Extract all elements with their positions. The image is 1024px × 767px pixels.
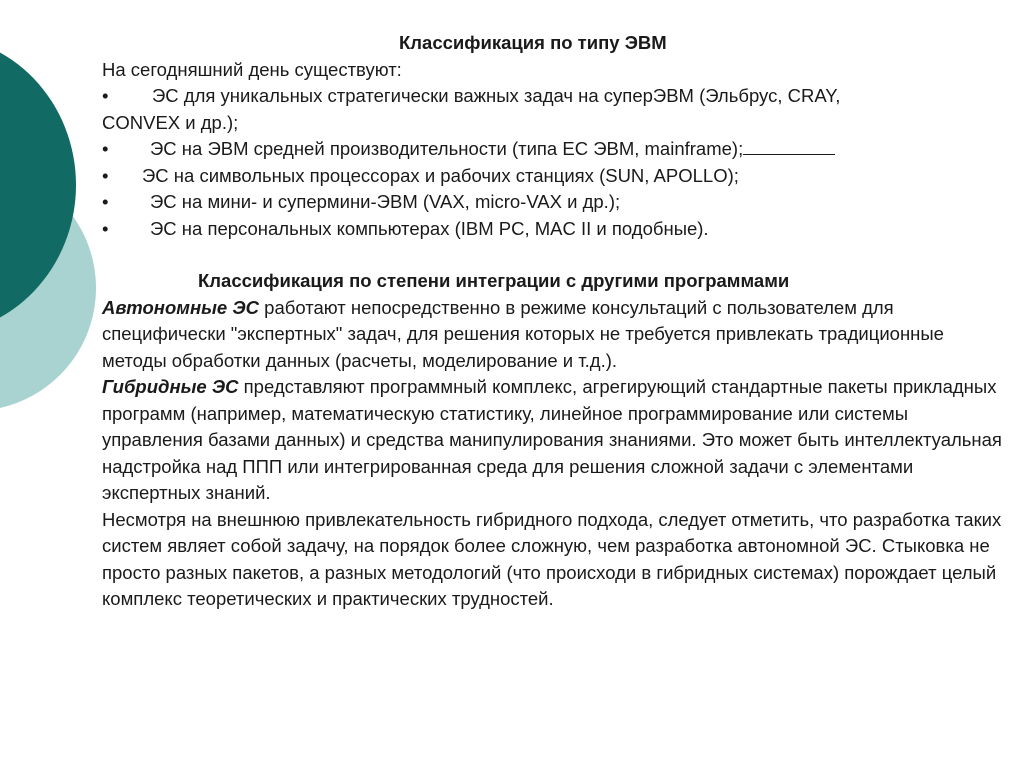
list-item-text: ЭС на персональных компьютерах (IBM PC, MAC II и подобные).: [150, 217, 709, 239]
list-item: [102, 83, 1012, 110]
bullet-icon: •: [102, 217, 109, 239]
section-intro: На сегодняшний день существуют:: [102, 58, 402, 80]
list-item-continuation: CONVEX и др.);: [102, 111, 239, 133]
list-item: [102, 136, 1012, 163]
bullet-icon: •: [102, 138, 109, 159]
hybrid-paragraph: [102, 374, 1012, 507]
bullet-icon: •: [102, 191, 109, 212]
list-item: [102, 216, 1012, 243]
evm-type-list: [102, 83, 1012, 242]
bullet-icon: •: [102, 164, 109, 186]
section-title-integration: Классификация по степени интеграции с другими программами: [198, 270, 790, 291]
autonomous-term: Автономные ЭС: [102, 296, 260, 318]
hybrid-text: представляют программный комплекс, агрегирующий стандартные пакеты прикладных программ (например, математическую статистику, линейное программирование или системы управления базами данных) и средства манипулирования знаниями. Это может быть интеллектуальная надстройка над ППП или интегрированная среда для решения сложной задачи с элементами экспертных знаний.: [102, 376, 1002, 503]
conclusion-paragraph: Несмотря на внешнюю привлекательность гибридного подхода, следует отметить, что разработка таких систем являет собой задачу, на порядок более сложную, чем разработка автономной ЭС. Стыковка не просто разных пакетов, а разных методологий (что происходи в гибридных системах) порождает целый комплекс теоретических и практических трудностей.: [102, 508, 1002, 609]
hybrid-term: Гибридные ЭС: [102, 376, 239, 397]
list-item: [102, 163, 1012, 190]
list-item-text: ЭС для уникальных стратегически важных задач на суперЭВМ (Эльбрус, CRAY,: [152, 85, 841, 106]
list-item-text: ЭС на мини- и супермини-ЭВМ (VAX, micro-VAX и др.);: [150, 191, 621, 212]
list-item-text: ЭС на символьных процессорах и рабочих станциях (SUN, APOLLO);: [142, 164, 739, 186]
bullet-icon: •: [102, 85, 109, 106]
section-title-evm-type: Классификация по типу ЭВМ: [399, 32, 667, 53]
slide-content: [102, 30, 1012, 613]
underline-rule: [743, 136, 835, 155]
section-spacer: [102, 242, 1012, 268]
list-item-text: ЭС на ЭВМ средней производительности (типа ЕС ЭВМ, mainframe);: [150, 138, 744, 159]
autonomous-paragraph: [102, 295, 1012, 375]
list-item: [102, 189, 1012, 216]
autonomous-text: работают непосредственно в режиме консультаций с пользователем для специфически "экспертных" задач, для решения которых не требуется привлекать традиционные методы обработки данных (расчеты, моделирование и т.д.).: [102, 296, 944, 371]
